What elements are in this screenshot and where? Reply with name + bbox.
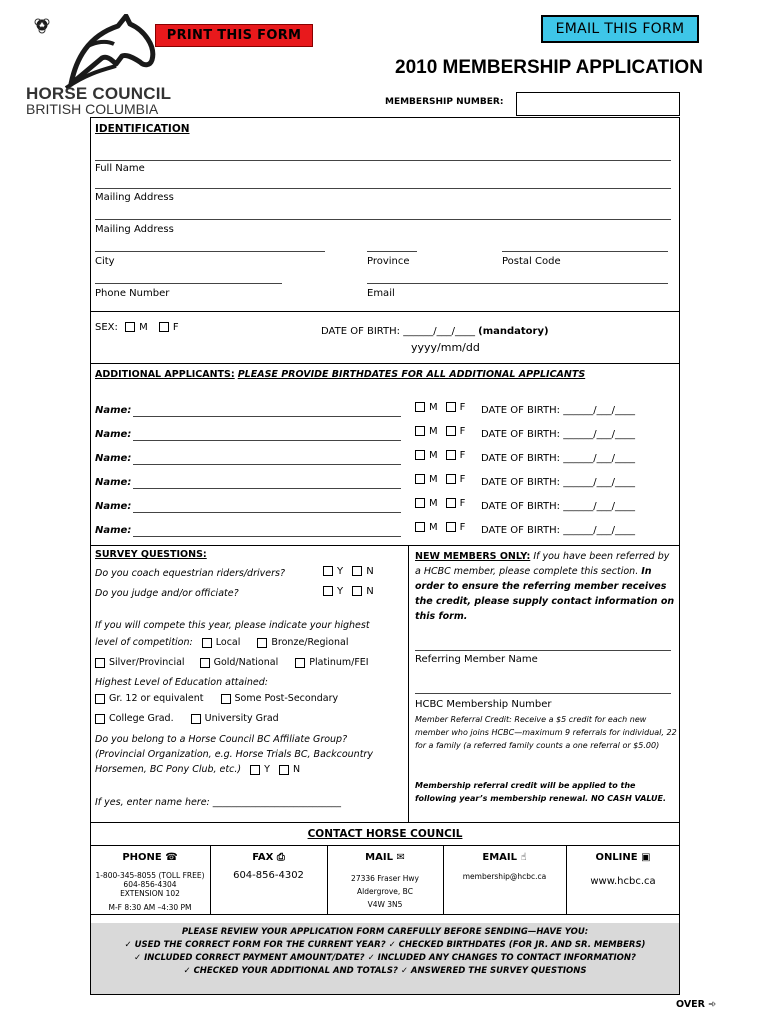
applicant-dob[interactable]: DATE OF BIRTH: ______/___/____ [481,429,635,440]
new-members-text [415,549,677,624]
review-line-3: ✓ INCLUDED CORRECT PAYMENT AMOUNT/DATE? ✓ INCLUDED ANY CHANGES TO CONTACT INFORMATION? [134,953,636,963]
applicant-name-label: Name: [95,405,132,416]
education-row-1 [95,693,338,704]
edu-college-label: College Grad. [109,713,174,724]
applicant-female-label: F [459,450,466,461]
level-platinum-checkbox[interactable] [295,658,305,668]
survey-judge-question: Do you judge and/or officiate? [95,588,239,599]
edu-university-label: University Grad [204,713,279,724]
judge-no-checkbox[interactable] [352,586,362,596]
contact-email-link[interactable]: membership@hcbc.ca [462,872,547,881]
logo-title: HORSE COUNCIL [26,84,172,103]
additional-heading: ADDITIONAL APPLICANTS: [95,369,235,380]
applicant-male-label: M [429,498,438,509]
membership-number-label: MEMBERSHIP NUMBER: [385,97,504,107]
applicant-row [95,476,665,492]
survey-coach-options [323,566,374,577]
edu-college-checkbox[interactable] [95,714,105,724]
sex-row [95,322,179,333]
phone-icon: ☎ [165,852,178,863]
dob-format: yyyy/mm/dd [411,341,480,354]
sex-male-label: M [139,322,148,333]
sex-female-checkbox[interactable] [159,322,169,332]
province-input[interactable] [367,251,417,252]
phone-extension: EXTENSION 102 [120,889,180,898]
compete-line-1: If you will compete this year, please indicate your highest [95,620,370,631]
edu-gr12-checkbox[interactable] [95,694,105,704]
applicant-male-checkbox[interactable] [415,426,425,436]
edu-post-checkbox[interactable] [221,694,231,704]
sex-male-checkbox[interactable] [125,322,135,332]
referral-credit-note: Member Referral Credit: Receive a $5 credit for each new member who joins HCBC—maximum 9 referrals for individual, 22 for a family (a referred family counts a one referral or $5.00) [415,715,677,750]
applicant-dob[interactable]: DATE OF BIRTH: ______/___/____ [481,501,635,512]
mail-street: 27336 Fraser Hwy [351,874,419,883]
applicant-name-input[interactable] [133,488,401,489]
full-name-input[interactable] [95,160,671,161]
judge-yes-label: Y [337,586,344,597]
city-input[interactable] [95,251,325,252]
applicant-male-checkbox[interactable] [415,402,425,412]
logo-subtitle: BRITISH COLUMBIA [26,101,159,117]
applicant-female-checkbox[interactable] [446,426,456,436]
contact-phone-header [90,852,210,863]
level-gold-checkbox[interactable] [200,658,210,668]
applicant-female-checkbox[interactable] [446,450,456,460]
phone-tollfree: 1-800-345-8055 (TOLL FREE) [95,871,205,880]
full-name-label: Full Name [95,163,145,174]
applicant-name-input[interactable] [133,440,401,441]
page-title: 2010 MEMBERSHIP APPLICATION [395,57,703,78]
applicant-name-label: Name: [95,477,132,488]
review-line-1: PLEASE REVIEW YOUR APPLICATION FORM CAREFULLY BEFORE SENDING—HAVE YOU: [181,927,589,937]
applicant-name-input[interactable] [133,536,401,537]
postal-code-label: Postal Code [502,256,561,267]
affiliate-label: Horsemen, BC Pony Club, etc.) [95,764,242,775]
mailing-address-2-input[interactable] [95,219,671,220]
review-line-2: ✓ USED THE CORRECT FORM FOR THE CURRENT YEAR? ✓ CHECKED BIRTHDATES (FOR JR. AND SR. MEMBERS) [124,940,646,950]
applicant-name-input[interactable] [133,512,401,513]
email-input[interactable] [367,283,668,284]
applicant-name-label: Name: [95,501,132,512]
contact-phone-details [90,871,210,912]
compete-line-2 [95,637,348,648]
mailing-address-2-label: Mailing Address [95,224,174,235]
new-members-instruction: In order to ensure the referring member receives the credit, please supply contact information on this form. [415,566,675,622]
level-local-checkbox[interactable] [202,638,212,648]
divider [90,545,680,546]
compete-line-3 [95,657,369,668]
applicant-male-label: M [429,402,438,413]
contact-heading: CONTACT HORSE COUNCIL [307,828,463,840]
level-bronze-checkbox[interactable] [257,638,267,648]
contact-fax-header [210,852,327,863]
contact-email-header [443,852,566,863]
applicant-female-label: F [459,426,466,437]
edu-post-label: Some Post-Secondary [234,693,339,704]
level-silver-label: Silver/Provincial [109,657,185,668]
divider [90,363,680,364]
coach-no-label: N [366,566,374,577]
divider [90,311,680,312]
review-line-4: ✓ CHECKED YOUR ADDITIONAL AND TOTALS? ✓ ANSWERED THE SURVEY QUESTIONS [183,966,587,976]
applicant-female-checkbox[interactable] [446,498,456,508]
applicant-female-checkbox[interactable] [446,474,456,484]
mail-postal: V4W 3N5 [367,900,403,909]
affiliate-yes-checkbox[interactable] [250,765,260,775]
level-gold-label: Gold/National [213,657,279,668]
sex-female-label: F [172,322,179,333]
survey-heading: SURVEY QUESTIONS: [95,549,207,560]
applicant-female-label: F [459,522,466,533]
compete-label: level of competition: [95,637,193,648]
applicant-male-label: M [429,522,438,533]
referring-member-name-input[interactable] [415,650,671,651]
affiliate-yes-label: Y [264,764,270,775]
affiliate-name-input[interactable]: If yes, enter name here: ___________________________ [95,797,342,808]
computer-icon: ▣ [641,852,651,863]
identification-heading: IDENTIFICATION [95,123,190,135]
pointer-icon: ☝ [520,852,527,863]
edu-gr12-label: Gr. 12 or equivalent [109,693,204,704]
applicant-male-checkbox[interactable] [415,522,425,532]
postal-code-input[interactable] [502,251,668,252]
additional-heading-row [95,369,585,380]
phone-local: 604-856-4304 [123,880,177,889]
coach-yes-label: Y [337,566,344,577]
referring-member-name-label: Referring Member Name [415,654,538,665]
judge-yes-checkbox[interactable] [323,586,333,596]
fax-icon: ⎙ [276,852,285,863]
education-label: Highest Level of Education attained: [95,677,268,688]
applicant-dob[interactable]: DATE OF BIRTH: ______/___/____ [481,525,635,536]
level-bronze-label: Bronze/Regional [271,637,349,648]
applicant-name-label: Name: [95,429,132,440]
level-platinum-label: Platinum/FEI [309,657,369,668]
contact-web-link[interactable]: www.hcbc.ca [590,876,656,887]
dob-row [321,326,549,337]
affiliate-no-checkbox[interactable] [279,765,289,775]
applicant-female-label: F [459,474,466,485]
applicant-male-checkbox[interactable] [415,450,425,460]
applicant-female-label: F [459,402,466,413]
applicant-row [95,404,665,420]
applicant-row [95,428,665,444]
mail-city: Aldergrove, BC [357,887,413,896]
email-label-contact: EMAIL [482,852,518,863]
applicant-male-checkbox[interactable] [415,474,425,484]
applicant-female-checkbox[interactable] [446,522,456,532]
divider-vertical [408,545,409,822]
applicant-name-label: Name: [95,453,132,464]
applicant-male-label: M [429,426,438,437]
applicant-male-checkbox[interactable] [415,498,425,508]
level-local-label: Local [215,637,241,648]
applicant-male-label: M [429,450,438,461]
applicant-name-input[interactable] [133,416,401,417]
mail-icon: ✉ [396,852,405,863]
applicant-dob[interactable]: DATE OF BIRTH: ______/___/____ [481,453,635,464]
city-label: City [95,256,115,267]
logo [26,14,172,117]
dob-mandatory: (mandatory) [478,326,549,337]
survey-coach-question: Do you coach equestrian riders/drivers? [95,568,285,579]
mail-label: MAIL [365,852,393,863]
affiliate-line-2: (Provincial Organization, e.g. Horse Trials BC, Backcountry [95,749,373,760]
affiliate-line-3 [95,764,300,775]
referral-applied-note: Membership referral credit will be applied to the following year’s membership renewal. NO CASH VALUE. [415,781,667,803]
hcbc-membership-number-input[interactable] [415,693,671,694]
applicant-row [95,524,665,540]
coach-yes-checkbox[interactable] [323,566,333,576]
affiliate-line-1: Do you belong to a Horse Council BC Affiliate Group? [95,734,348,745]
new-members-intro: If you have been referred by a HCBC member, please complete this section. [415,551,670,577]
mailing-address-1-input[interactable] [95,188,671,189]
phone-hours: M-F 8:30 AM –4:30 PM [108,903,192,912]
hcbc-membership-number-label: HCBC Membership Number [415,699,552,710]
contact-fax-number: 604-856-4302 [233,870,304,881]
contact-mail-address [327,872,443,911]
dob-label: DATE OF BIRTH: ______/___/____ [321,326,475,337]
applicant-row [95,452,665,468]
phone-label: PHONE [122,852,162,863]
additional-note: PLEASE PROVIDE BIRTHDATES FOR ALL ADDITIONAL APPLICANTS [237,369,586,380]
affiliate-no-label: N [292,764,301,775]
judge-no-label: N [366,586,374,597]
mailing-address-1-label: Mailing Address [95,192,174,203]
applicant-dob[interactable]: DATE OF BIRTH: ______/___/____ [481,405,635,416]
applicant-male-label: M [429,474,438,485]
email-label: Email [367,288,395,299]
coach-no-checkbox[interactable] [352,566,362,576]
phone-input[interactable] [95,283,282,284]
applicant-row [95,500,665,516]
applicant-name-input[interactable] [133,464,401,465]
new-members-heading: NEW MEMBERS ONLY: [415,551,531,562]
review-text [91,926,679,978]
province-label: Province [367,256,410,267]
contact-mail-header [327,852,443,863]
edu-university-checkbox[interactable] [191,714,201,724]
fax-label: FAX [252,852,274,863]
membership-number-input[interactable] [516,92,680,116]
phone-label: Phone Number [95,288,170,299]
online-label: ONLINE [595,852,638,863]
applicant-name-label: Name: [95,525,132,536]
divider [90,822,680,823]
over-label: OVER ➾ [676,999,717,1010]
email-form-button[interactable]: EMAIL THIS FORM [541,15,699,43]
horse-head-icon [26,14,166,89]
education-row-2 [95,713,279,724]
survey-judge-options [323,586,374,597]
applicant-female-checkbox[interactable] [446,402,456,412]
applicant-female-label: F [459,498,466,509]
contact-online-header [566,852,680,863]
sex-label: SEX: [95,322,118,333]
applicant-dob[interactable]: DATE OF BIRTH: ______/___/____ [481,477,635,488]
level-silver-checkbox[interactable] [95,658,105,668]
print-form-button[interactable]: PRINT THIS FORM [155,24,313,47]
